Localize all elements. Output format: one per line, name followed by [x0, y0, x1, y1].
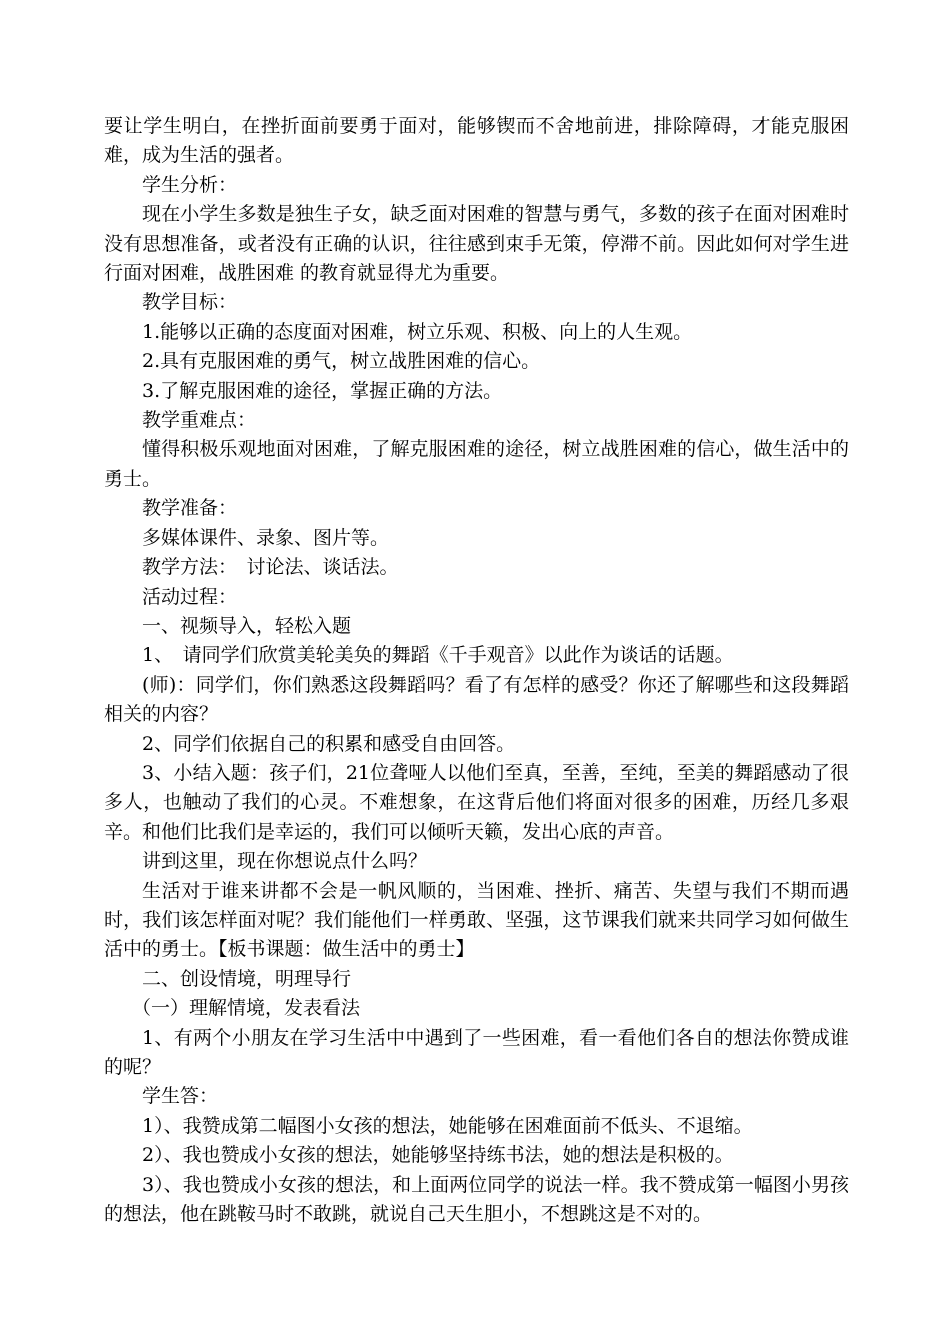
paragraph: 多媒体课件、录象、图片等。	[142, 526, 390, 549]
paragraph: 教学准备：	[142, 497, 238, 520]
paragraph: 3、小结入题：孩子们，21位聋哑人以他们至真，至善，至纯，至美的舞蹈感动了很多人，也触动了我们的心灵。不难想象，在这背后他们将面对很多的困难，历经几多艰辛。和他们比我们是幸运的，我们可以倾听天籁，发出心底的声音。	[104, 761, 849, 843]
paragraph: 二、创设情境，明理导行	[142, 967, 352, 990]
paragraph: 一、视频导入，轻松入题	[142, 614, 352, 637]
paragraph: (师)：同学们，你们熟悉这段舞蹈吗？看了有怎样的感受？你还了解哪些和这段舞蹈相关的内容？	[104, 673, 849, 726]
paragraph: 活动过程：	[142, 585, 238, 608]
paragraph: 生活对于谁来讲都不会是一帆风顺的，当困难、挫折、痛苦、失望与我们不期而遇时，我们该怎样面对呢？我们能他们一样勇敢、坚强，这节课我们就来共同学习如何做生活中的勇士。【板书课题：做生活中的勇士】	[104, 879, 849, 961]
paragraph: 1）、我赞成第二幅图小女孩的想法，她能够在困难面前不低头、不退缩。	[142, 1114, 753, 1137]
paragraph: 学生分析：	[142, 173, 238, 196]
paragraph: 要让学生明白，在挫折面前要勇于面对，能够锲而不舍地前进，排除障碍，才能克服困难，成为生活的强者。	[104, 115, 849, 167]
paragraph: 2）、我也赞成小女孩的想法，她能够坚持练书法，她的想法是积极的。	[142, 1144, 734, 1167]
paragraph: 讲到这里，现在你想说点什么吗？	[142, 850, 428, 873]
paragraph: 3.了解克服困难的途径，掌握正确的方法。	[142, 379, 503, 402]
paragraph: 1、有两个小朋友在学习生活中中遇到了一些困难，看一看他们各自的想法你赞成谁的呢？	[104, 1026, 849, 1078]
paragraph: 教学方法： 讨论法、谈话法。	[142, 556, 399, 579]
paragraph: 学生答：	[142, 1085, 219, 1108]
paragraph: 教学重难点：	[142, 409, 257, 432]
paragraph: 2.具有克服困难的勇气，树立战胜困难的信心。	[142, 350, 541, 373]
paragraph: 1、 请同学们欣赏美轮美奂的舞蹈《千手观音》以此作为谈话的话题。	[142, 644, 734, 667]
paragraph: 1.能够以正确的态度面对困难，树立乐观、积极、向上的人生观。	[142, 320, 693, 343]
paragraph: 现在小学生多数是独生子女，缺乏面对困难的智慧与勇气，多数的孩子在面对困难时没有思想准备，或者没有正确的认识，往往感到束手无策，停滞不前。因此如何对学生进行面对困难，战胜困难 的教育就显得尤为重要。	[104, 203, 849, 285]
document-body	[104, 112, 849, 1229]
paragraph: 2、同学们依据自己的积累和感受自由回答。	[142, 732, 516, 755]
paragraph: 3）、我也赞成小女孩的想法，和上面两位同学的说法一样。我不赞成第一幅图小男孩的想法，他在跳鞍马时不敢跳，就说自己天生胆小，不想跳这是不对的。	[104, 1173, 849, 1226]
paragraph: 教学目标：	[142, 291, 238, 314]
paragraph: （一）理解情境，发表看法	[132, 997, 361, 1020]
paragraph: 懂得积极乐观地面对困难，了解克服困难的途径，树立战胜困难的信心，做生活中的勇士。	[104, 438, 849, 490]
